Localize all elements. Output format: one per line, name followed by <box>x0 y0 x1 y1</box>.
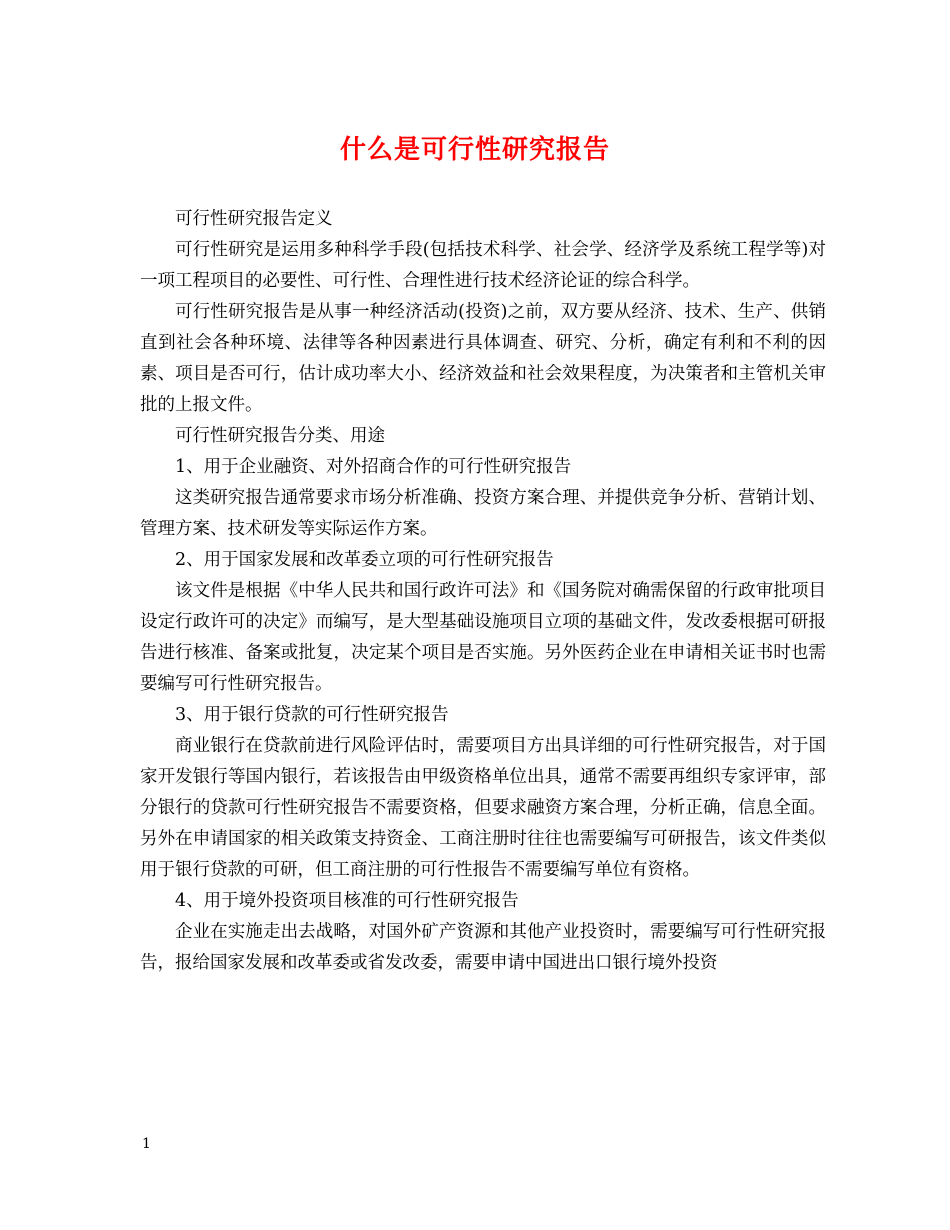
paragraph-item-4-heading: 4、用于境外投资项目核准的可行性研究报告 <box>175 891 519 911</box>
paragraph-item-2-text: 该文件是根据《中华人民共和国行政许可法》和《国务院对确需保留的行政审批项目设定行政许可的决定》而编写，是大型基础设施项目立项的基础文件，发改委根据可研报告进行核准、备案或批复，决定某个项目是否实施。另外医药企业在申请相关证书时也需要编写可行性研究报告。 <box>140 581 826 694</box>
paragraph-item-3-heading: 3、用于银行贷款的可行性研究报告 <box>175 705 449 725</box>
paragraph-definition: 可行性研究是运用多种科学手段(包括技术科学、社会学、经济学及系统工程学等)对一项工程项目的必要性、可行性、合理性进行技术经济论证的综合科学。 <box>140 240 826 291</box>
page-number: 1 <box>142 1136 151 1152</box>
paragraph-item-1-heading: 1、用于企业融资、对外招商合作的可行性研究报告 <box>175 457 572 477</box>
paragraph-item-3-text: 商业银行在贷款前进行风险评估时，需要项目方出具详细的可行性研究报告，对于国家开发银行等国内银行，若该报告由甲级资格单位出具，通常不需要再组织专家评审，部分银行的贷款可行性研究报告不需要资格，但要求融资方案合理，分析正确，信息全面。另外在申请国家的相关政策支持资金、工商注册时往往也需要编写可研报告，该文件类似用于银行贷款的可研，但工商注册的可行性报告不需要编写单位有资格。 <box>140 736 826 880</box>
paragraph-item-1-text: 这类研究报告通常要求市场分析准确、投资方案合理、并提供竞争分析、营销计划、管理方案、技术研发等实际运作方案。 <box>140 488 826 539</box>
document-title: 什么是可行性研究报告 <box>339 135 610 165</box>
paragraph-item-4-text: 企业在实施走出去战略，对国外矿产资源和其他产业投资时，需要编写可行性研究报告，报给国家发展和改革委或省发改委，需要申请中国进出口银行境外投资 <box>140 922 826 973</box>
paragraph-item-2-heading: 2、用于国家发展和改革委立项的可行性研究报告 <box>175 550 554 570</box>
paragraph-classification-heading: 可行性研究报告分类、用途 <box>175 426 385 446</box>
paragraph-report-description: 可行性研究报告是从事一种经济活动(投资)之前，双方要从经济、技术、生产、供销直到社会各种环境、法律等各种因素进行具体调查、研究、分析，确定有利和不利的因素、项目是否可行，估计成功率大小、经济效益和社会效果程度，为决策者和主管机关审批的上报文件。 <box>140 302 826 415</box>
document-body <box>140 204 826 979</box>
paragraph-definition-heading: 可行性研究报告定义 <box>175 209 333 229</box>
